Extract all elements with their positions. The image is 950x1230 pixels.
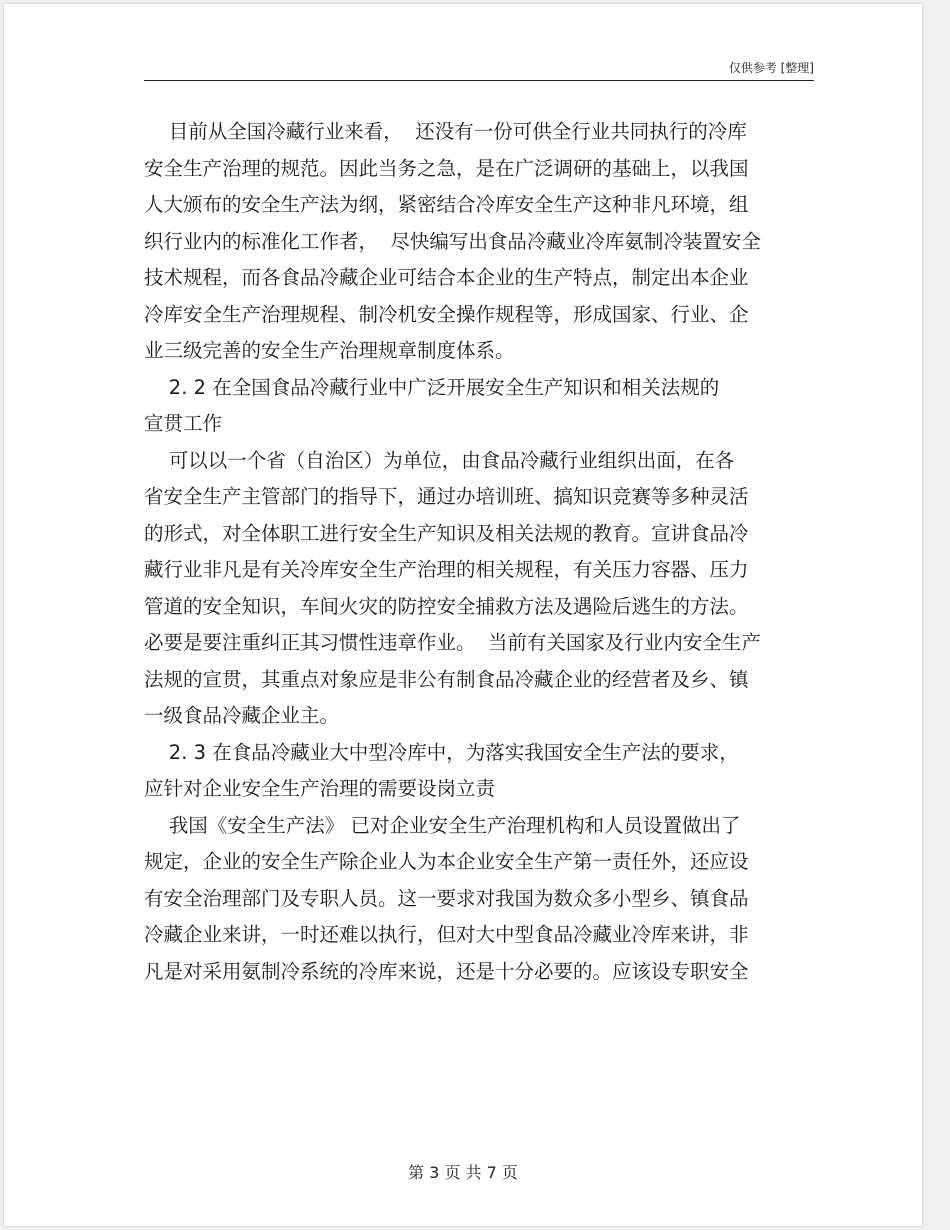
text-line: 藏行业非凡是有关冷库安全生产治理的相关规程，有关压力容器、压力 (144, 558, 749, 581)
header-text: 仅供参考 [整理] (728, 61, 814, 75)
text-line: 法规的宣贯，其重点对象应是非公有制食品冷藏企业的经营者及乡、镇 (144, 667, 749, 691)
text-line: 省安全生产主管部门的指导下，通过办培训班、搞知识竞赛等多种灵活 (144, 485, 749, 508)
page-number: 第 3 页 共 7 页 (408, 1163, 518, 1182)
text-line: 的形式，对全体职工进行安全生产知识及相关法规的教育。宣讲食品冷 (144, 521, 749, 545)
page-footer (4, 1160, 922, 1183)
document-page (4, 4, 922, 1226)
text-line: 人大颁布的安全生产法为纲，紧密结合冷库安全生产这种非凡环境，组 (144, 193, 749, 216)
text-line: 业三级完善的安全生产治理规章制度体系。 (144, 339, 515, 362)
text-line: 冷库安全生产治理规程、制冷机安全操作规程等，形成国家、行业、企 (144, 302, 749, 326)
text-line: 目前从全国冷藏行业来看， 还没有一份可供全行业共同执行的冷库 (144, 120, 747, 143)
section-heading-line: 2. 3 在食品冷藏业大中型冷库中，为落实我国安全生产法的要求， (144, 740, 739, 764)
section-heading-line: 2. 2 在全国食品冷藏行业中广泛开展安全生产知识和相关法规的 (144, 375, 720, 399)
text-line: 我国《安全生产法》 已对企业安全生产治理机构和人员设置做出了 (144, 813, 741, 837)
text-line: 必要是要注重纠正其习惯性违章作业。 当前有关国家及行业内安全生产 (144, 631, 761, 654)
page-header (144, 60, 814, 81)
text-line: 技术规程，而各食品冷藏企业可结合本企业的生产特点，制定出本企业 (144, 266, 749, 289)
text-line: 凡是对采用氨制冷系统的冷库来说，还是十分必要的。应该设专职安全 (144, 959, 749, 983)
body-text (144, 114, 814, 990)
text-line: 可以以一个省（自治区）为单位，由食品冷藏行业组织出面，在各 (144, 448, 735, 472)
text-line: 一级食品冷藏企业主。 (144, 704, 340, 727)
section-heading-line: 宣贯工作 (144, 412, 223, 435)
section-heading-line: 应针对企业安全生产治理的需要设岗立责 (144, 777, 496, 800)
text-line: 织行业内的标准化工作者， 尽快编写出食品冷藏业冷库氨制冷装置安全 (144, 229, 761, 253)
text-line: 安全生产治理的规范。因此当务之急，是在广泛调研的基础上，以我国 (144, 156, 749, 180)
text-line: 管道的安全知识，车间火灾的防控安全捕救方法及遇险后逃生的方法。 (144, 594, 749, 618)
text-line: 有安全治理部门及专职人员。这一要求对我国为数众多小型乡、镇食品 (144, 886, 749, 910)
text-line: 冷藏企业来讲，一时还难以执行，但对大中型食品冷藏业冷库来讲，非 (144, 923, 749, 946)
text-line: 规定，企业的安全生产除企业人为本企业安全生产第一责任外，还应设 (144, 850, 749, 873)
